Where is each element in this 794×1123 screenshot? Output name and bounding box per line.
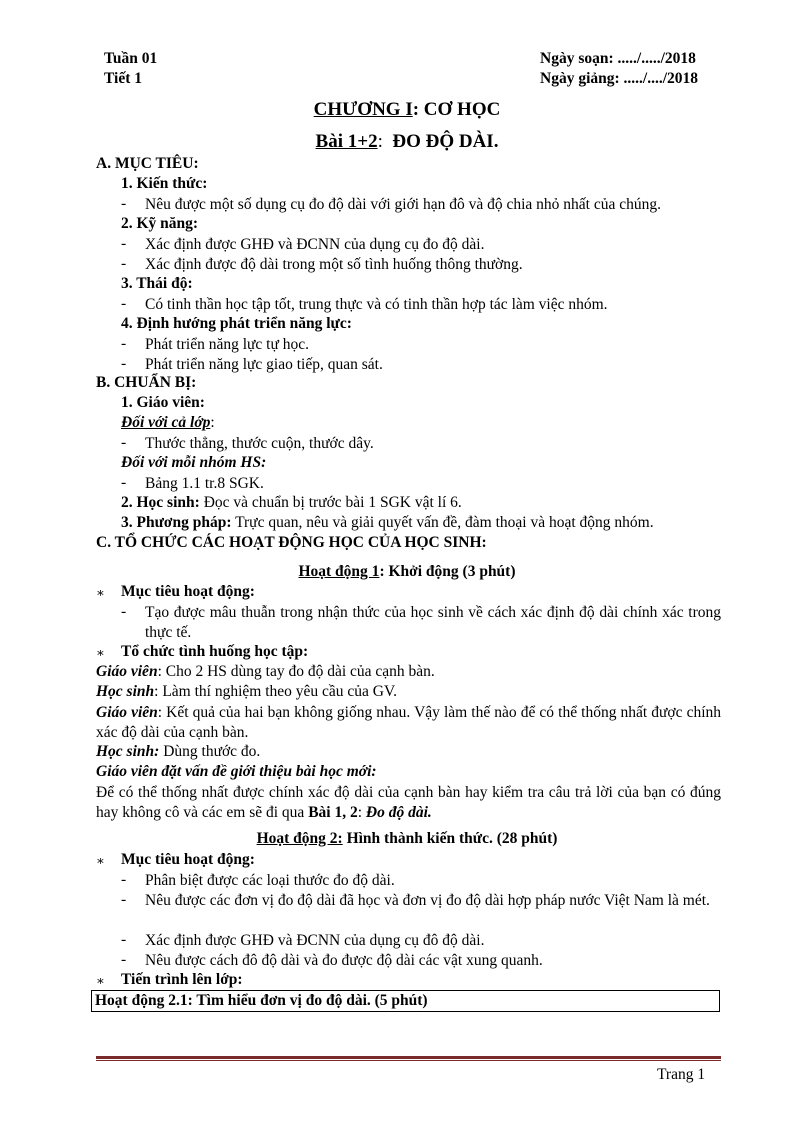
skills-item: Xác định được độ dài trong một số tình huống thông thường. xyxy=(145,256,523,273)
bullet-dash: - xyxy=(121,235,127,252)
teach-date: Ngày giảng: ...../..../2018 xyxy=(540,70,699,87)
progress-heading: Tiến trình lên lớp: xyxy=(121,971,243,988)
prep-date: Ngày soạn: ...../...../2018 xyxy=(540,50,696,67)
bullet-dash: - xyxy=(121,891,127,908)
competence-item: Phát triển năng lực tự học. xyxy=(145,336,310,353)
act2-goal-item: Nêu được cách đô độ dài và đo được độ dài các vật xung quanh. xyxy=(145,952,543,969)
page-number: Trang 1 xyxy=(657,1066,706,1083)
situation-heading: Tổ chức tình huống học tập: xyxy=(121,643,309,660)
bullet-dash: - xyxy=(121,255,127,272)
bullet-dash: - xyxy=(121,931,127,948)
dialog-line: Học sinh: Làm thí nghiệm theo yêu cầu của GV. xyxy=(96,683,398,700)
section-a-heading: A. MỤC TIÊU: xyxy=(96,155,199,172)
period-label: Tiết 1 xyxy=(104,70,143,87)
section-c-heading: C. TỔ CHỨC CÁC HOẠT ĐỘNG HỌC CỦA HỌC SINH: xyxy=(96,534,487,551)
activity-1-title: Hoạt động 1: Khởi động (3 phút) xyxy=(298,563,516,580)
bullet-dash: - xyxy=(121,295,127,312)
footer-rule xyxy=(96,1056,721,1059)
activity-2-1-box xyxy=(91,990,720,1012)
act1-goal-heading: Mục tiêu hoạt động: xyxy=(121,583,255,600)
activity-2-title: Hoạt động 2: Hình thành kiến thức. (28 phút) xyxy=(256,830,558,847)
attitude-heading: 3. Thái độ: xyxy=(121,275,193,292)
whole-class-label: Đối với cả lớp: xyxy=(121,414,215,431)
bullet-dash: - xyxy=(121,355,127,372)
footer-rule-thin xyxy=(96,1060,721,1061)
star-bullet: ∗ xyxy=(96,853,105,868)
knowledge-heading: 1. Kiến thức: xyxy=(121,175,208,192)
act2-goal-heading: Mục tiêu hoạt động: xyxy=(121,851,255,868)
skills-item: Xác định được GHĐ và ĐCNN của dụng cụ đo độ dài. xyxy=(145,236,485,253)
competence-item: Phát triển năng lực giao tiếp, quan sát. xyxy=(145,356,383,373)
attitude-item: Có tinh thần học tập tốt, trung thực và có tinh thần hợp tác làm việc nhóm. xyxy=(145,296,608,313)
star-bullet: ∗ xyxy=(96,973,105,988)
chapter-title: CHƯƠNG I: CƠ HỌC xyxy=(313,99,501,120)
bullet-dash: - xyxy=(121,603,127,620)
intro-label: Giáo viên đặt vấn đề giới thiệu bài học mới: xyxy=(96,763,377,780)
week-label: Tuần 01 xyxy=(104,50,158,67)
knowledge-item: Nêu được một số dụng cụ đo độ dài với giới hạn đô và độ chia nhỏ nhất của chúng. xyxy=(145,196,661,213)
intro-paragraph: Để có thể thống nhất được chính xác độ dài của cạnh bàn hay kiểm tra câu trả lời của bạn có đúng hay không cô và các em sẽ đi qua Bài 1, 2: Đo độ dài. xyxy=(96,784,721,821)
bullet-dash: - xyxy=(121,951,127,968)
section-b-heading: B. CHUẨN BỊ: xyxy=(96,374,197,391)
lesson-title: Bài 1+2: ĐO ĐỘ DÀI. xyxy=(315,131,499,152)
act1-goal-item: Tạo được mâu thuẫn trong nhận thức của học sinh về cách xác định độ dài chính xác trong thực tế. xyxy=(145,604,721,641)
star-bullet: ∗ xyxy=(96,585,105,600)
dialog-line: Giáo viên: Kết quả của hai bạn không giống nhau. Vậy làm thế nào để có thể thống nhất được chính xác độ dài của cạnh bàn. xyxy=(96,704,722,741)
bullet-dash: - xyxy=(121,195,127,212)
bullet-dash: - xyxy=(121,335,127,352)
skills-heading: 2. Kỹ năng: xyxy=(121,215,199,232)
activity-2-1-title: Hoạt động 2.1: Tìm hiểu đơn vị đo độ dài. (5 phút) xyxy=(95,992,428,1009)
each-group-item: Bảng 1.1 tr.8 SGK. xyxy=(145,475,264,492)
dialog-line: Giáo viên: Cho 2 HS dùng tay đo độ dài của cạnh bàn. xyxy=(96,663,435,680)
each-group-label: Đối với mỗi nhóm HS: xyxy=(121,454,267,471)
dialog-line: Học sinh: Dùng thước đo. xyxy=(96,743,261,760)
act2-goal-item: Phân biệt được các loại thước đo độ dài. xyxy=(145,872,395,889)
bullet-dash: - xyxy=(121,871,127,888)
bullet-dash: - xyxy=(121,474,127,491)
bullet-dash: - xyxy=(121,434,127,451)
act2-goal-item: Nêu được các đơn vị đo độ dài đã học và đơn vị đo độ dài hợp pháp nước Việt Nam là mét. xyxy=(145,892,710,909)
teacher-heading: 1. Giáo viên: xyxy=(121,394,205,411)
whole-class-item: Thước thẳng, thước cuộn, thước dây. xyxy=(145,435,374,452)
star-bullet: ∗ xyxy=(96,645,105,660)
method: 3. Phương pháp: Trực quan, nêu và giải quyết vấn đề, đàm thoại và hoạt động nhóm. xyxy=(121,514,654,531)
competence-heading: 4. Định hướng phát triển năng lực: xyxy=(121,315,352,332)
student-prep: 2. Học sinh: Đọc và chuẩn bị trước bài 1 SGK vật lí 6. xyxy=(121,494,462,511)
act2-goal-item: Xác định được GHĐ và ĐCNN của dụng cụ đô độ dài. xyxy=(145,932,485,949)
